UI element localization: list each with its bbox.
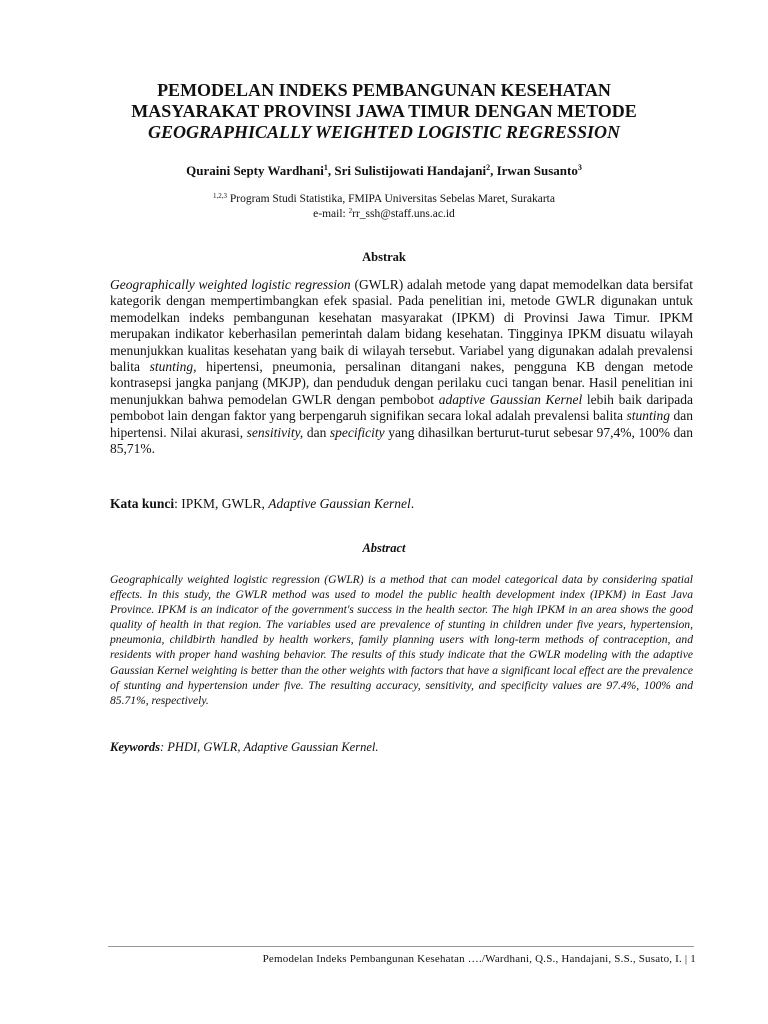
- abstract-paragraph: Geographically weighted logistic regression (GWLR) is a method that can model categorical data by considering spatial effects. In this study, the GWLR method was used to model the public health development index (IPKM) in East Java Province. IPKM is an indicator of the government's success in the health sector. The high IPKM in an area shows the good quality of health in that region. The variables used are prevalence of stunting in children under five years, hypertension, pneumonia, childbirth handled by health workers, family planning users with long-term methods of contraception, and residents with proper hand washing behavior. The results of this study indicate that the GWLR modeling with the adaptive Gaussian Kernel weighting is better than the other weights with factors that have a significant local effect are the prevalence of stunting and hypertension under five. The resulting accuracy, sensitivity, and specificity values are 97.4%, 100% and 85.71%, respectively.: [110, 573, 693, 707]
- abstrak-italic-specificity: specificity: [329, 424, 385, 440]
- abstrak-italic-sensitivity: sensitivity,: [246, 424, 304, 440]
- author-2-sup: 2: [486, 163, 491, 172]
- title-line-3: GEOGRAPHICALLY WEIGHTED LOGISTIC REGRESSION: [148, 122, 620, 142]
- email-sup: 2: [348, 207, 353, 215]
- abstrak-heading: Abstrak: [362, 250, 406, 264]
- author-sep-2: ,: [490, 163, 497, 178]
- abstrak-text-2: hipertensi, pneumonia, persalinan ditangani nakes, pengguna KB dengan metode kontrasepsi jangka panjang (MKJP), dan penduduk dengan perilaku cuci tangan benar. Hasil penelitian ini menunjukkan bahwa pemodelan GWLR dengan pembobot: [110, 359, 693, 407]
- abstrak-text-6: yang dihasilkan berturut-turut sebesar 97,4%, 100% dan 85,71%.: [110, 424, 693, 457]
- author-3-sup: 3: [577, 163, 582, 172]
- running-footer: Pemodelan Indeks Pembangunan Kesehatan …./Wardhani, Q.S., Handajani, S.S., Susato, I. | 1: [262, 953, 696, 965]
- abstrak-italic-stunting-2: stunting: [626, 408, 671, 424]
- email-prefix: e-mail:: [313, 208, 349, 220]
- abstrak-text-4: dan hipertensi. Nilai akurasi,: [110, 408, 694, 440]
- email-line: [40, 208, 728, 220]
- footer-divider: [108, 946, 694, 947]
- author-sep-1: ,: [327, 163, 335, 178]
- author-3: Irwan Susanto: [496, 163, 578, 178]
- abstract-heading: Abstract: [362, 541, 406, 555]
- abstrak-text-3: lebih baik daripada pembobot lain dengan faktor yang berpengaruh signifikan secara lokal adalah prevalensi balita: [110, 391, 693, 424]
- abstrak-paragraph: [110, 277, 693, 457]
- affiliation: [40, 193, 728, 205]
- author-1: Quraini Septy Wardhani: [186, 163, 324, 178]
- abstrak-text-5: dan: [303, 424, 330, 440]
- affiliation-sup: 1,2,3: [213, 192, 228, 200]
- author-2: Sri Sulistijowati Handajani: [334, 163, 487, 178]
- abstrak-italic-kernel: adaptive Gaussian Kernel: [438, 391, 583, 407]
- author-list: [40, 163, 728, 179]
- abstrak-italic-lead: Geographically weighted logistic regression: [110, 277, 351, 292]
- keywords-label: Keywords: [110, 740, 160, 754]
- abstrak-italic-stunting: stunting,: [149, 359, 197, 375]
- kata-kunci: [110, 496, 693, 512]
- title-line-2: MASYARAKAT PROVINSI JAWA TIMUR DENGAN METODE: [131, 101, 637, 121]
- title-line-1: PEMODELAN INDEKS PEMBANGUNAN KESEHATAN: [157, 80, 611, 100]
- affiliation-text: Program Studi Statistika, FMIPA Universitas Sebelas Maret, Surakarta: [227, 193, 555, 205]
- kata-kunci-italic: Adaptive Gaussian Kernel: [268, 496, 411, 511]
- keywords-text: : PHDI, GWLR, Adaptive Gaussian Kernel.: [160, 740, 379, 754]
- kata-kunci-end: .: [410, 496, 415, 511]
- abstrak-text-1: (GWLR) adalah metode yang dapat memodelkan data bersifat kategorik dengan mempertimbangkan efek spasial. Pada penelitian ini, metode GWLR digunakan untuk memodelkan indeks pembangunan kesehatan masyarakat (IPKM) di Provinsi Jawa Timur. IPKM merupakan indikator keberhasilan pemerintah dalam bidang kesehatan. Tingginya IPKM disuatu wilayah menunjukkan kualitas kesehatan yang baik di wilayah tersebut. Variabel yang digunakan adalah prevalensi balita: [110, 277, 693, 375]
- email-address[interactable]: rr_ssh@staff.uns.ac.id: [352, 208, 455, 220]
- kata-kunci-text: : IPKM, GWLR,: [174, 496, 269, 511]
- kata-kunci-label: Kata kunci: [110, 496, 175, 511]
- keywords: [110, 740, 693, 755]
- author-1-sup: 1: [323, 163, 328, 172]
